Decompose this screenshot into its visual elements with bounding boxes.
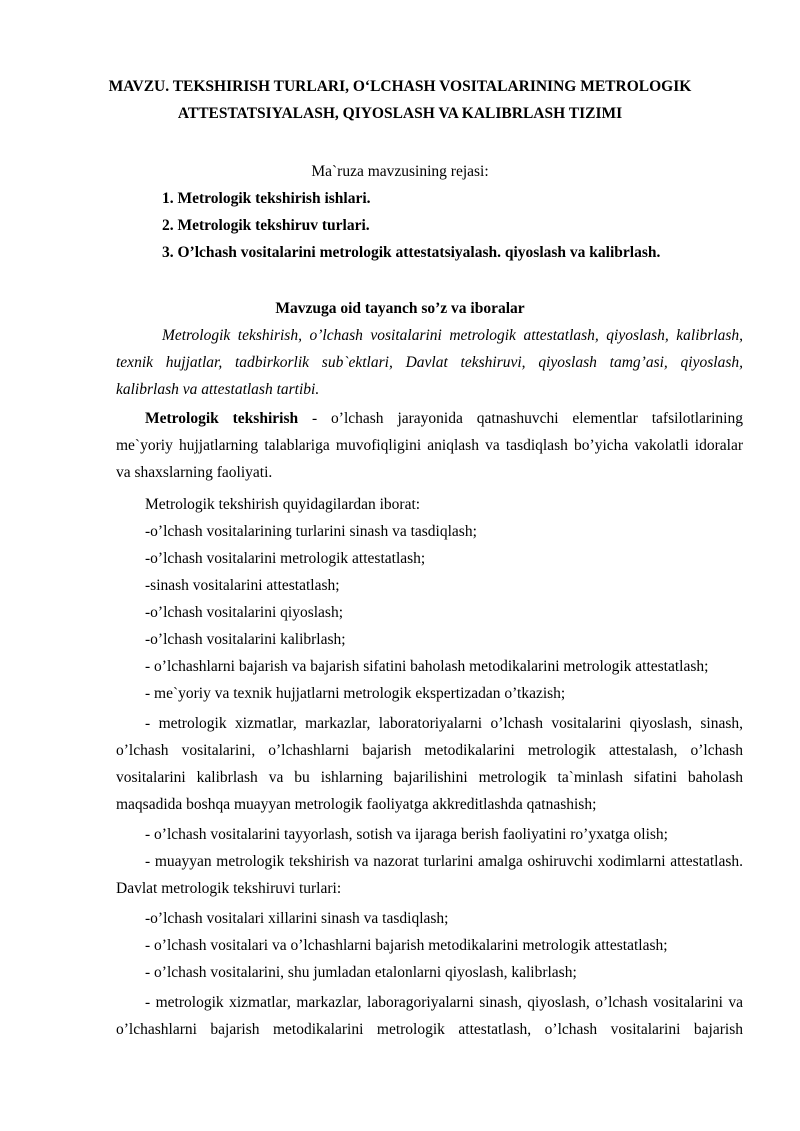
definition-line [145,409,743,429]
keywords-heading: Mavzuga oid tayanch so’z va iboralar [275,300,525,317]
list-item: - o’lchashlarni bajarish va bajarish sifatini baholash metodikalarini metrologik attestatlash; [145,658,709,675]
title-line-2: ATTESTATSIYALASH, QIYOSLASH VA KALIBRLASH TIZIMI [177,105,623,122]
plan-item: 3. O’lchash vositalarini metrologik attestatsiyalash. qiyoslash va kalibrlash. [162,244,661,261]
consists-heading: Metrologik tekshirish quyidagilardan iborat: [145,496,421,513]
list-item: -o’lchash vositalarini qiyoslash; [145,604,344,621]
keywords-line: kalibrlash va attestatlash tartibi. [116,381,320,398]
definition-text: - o’lchash jarayonida qatnashuvchi elementlar tafsilotlarining [298,410,743,427]
list-item: - me`yoriy va texnik hujjatlarni metrologik ekspertizadan o’tkazish; [145,685,566,702]
list-item-line: vositalarini kalibrlash va bu ishlarning bajarilishini metrologik ta`minlash sifatini baholash [116,769,743,786]
definition-term: Metrologik tekshirish [145,410,299,427]
list-item: -o’lchash vositalarining turlarini sinash va tasdiqlash; [145,523,477,540]
list-item: -o’lchash vositalarini kalibrlash; [145,631,346,648]
list-item: - o’lchash vositalarini tayyorlash, sotish va ijaraga berish faoliyatini ro’yxatga olish; [145,826,668,843]
list-item-line: o’lchashlarni bajarish metodikalarini metrologik attestatlash, o’lchash vositalarini bajarish [116,1021,743,1038]
title-line-1: MAVZU. TEKSHIRISH TURLARI, O‘LCHASH VOSITALARINING METROLOGIK [108,78,692,95]
state-heading: Davlat metrologik tekshiruvi turlari: [116,880,342,897]
keywords-line: Metrologik tekshirish, o’lchash vositalarini metrologik attestatlash, qiyoslash, kalibrlash, [162,327,743,344]
keywords-line: texnik hujjatlar, tadbirkorlik sub`ektlari, Davlat tekshiruvi, qiyoslash tamg’asi, qiyoslash, [116,354,743,371]
plan-item: 2. Metrologik tekshiruv turlari. [162,217,370,234]
list-item: -o’lchash vositalari xillarini sinash va tasdiqlash; [145,910,449,927]
list-item: - o’lchash vositalarini, shu jumladan etalonlarni qiyoslash, kalibrlash; [145,964,577,981]
list-item-line: - metrologik xizmatlar, markazlar, laboratoriyalarni o’lchash vositalarini qiyoslash, sinash, [145,715,743,732]
plan-item: 1. Metrologik tekshirish ishlari. [162,190,371,207]
list-item-line: maqsadida boshqa muayyan metrologik faoliyatga akkreditlashda qatnashish; [116,796,597,813]
list-item: - muayyan metrologik tekshirish va nazorat turlarini amalga oshiruvchi xodimlarni attestatlash. [145,853,743,870]
list-item: -o’lchash vositalarini metrologik attestatlash; [145,550,426,567]
definition-line: va shaxslarning faoliyati. [116,464,273,481]
list-item-line: - metrologik xizmatlar, markazlar, laboragoriyalarni sinash, qiyoslash, o’lchash vositalarini va [145,994,743,1011]
list-item: - o’lchash vositalari va o’lchashlarni bajarish metodikalarini metrologik attestatlash; [145,937,668,954]
list-item-line: o’lchash vositalarini, o’lchashlarni bajarish metodikalarini metrologik attestalash, o’lchash [116,742,743,759]
list-item: -sinash vositalarini attestatlash; [145,577,340,594]
definition-line: me`yoriy hujjatlarning talablariga muvofiqligini aniqlash va tasdiqlash bo’yicha vakolatli idoralar [116,437,743,454]
plan-heading: Ma`ruza mavzusining rejasi: [311,163,489,180]
